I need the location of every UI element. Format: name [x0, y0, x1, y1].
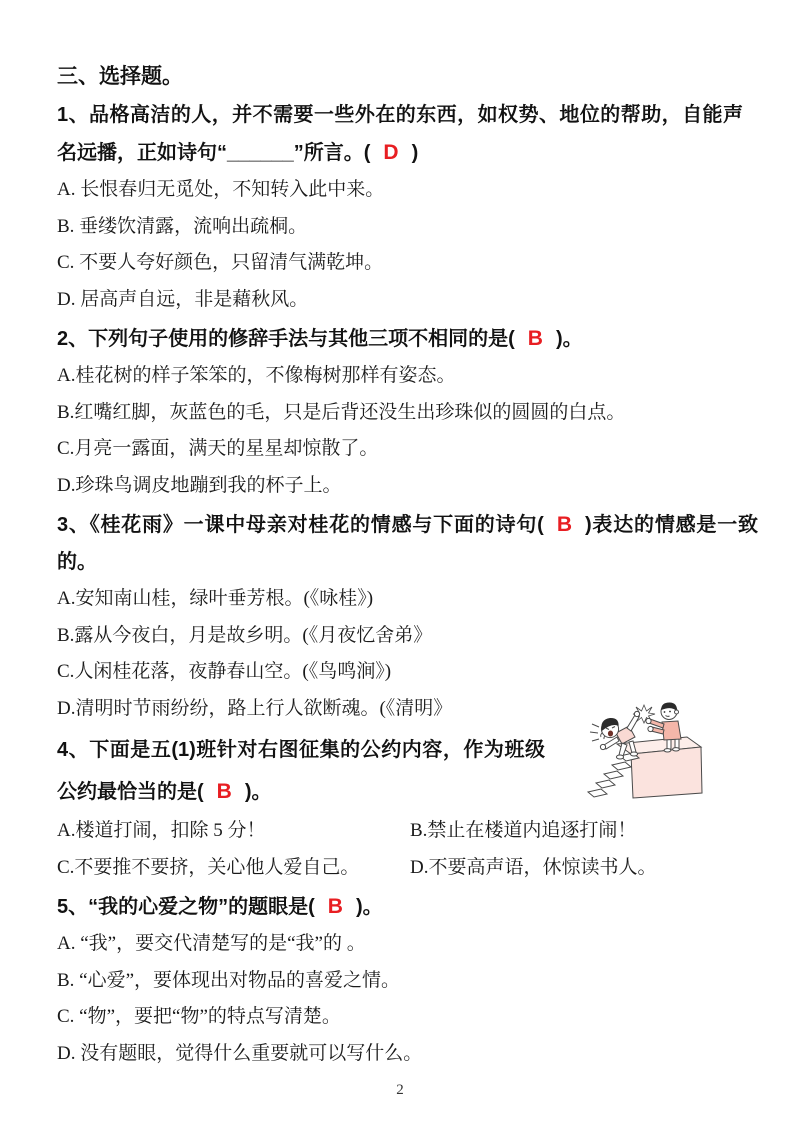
option-d: D.不要高声语，休惊读书人。	[410, 856, 657, 878]
option-d: D. 没有题眼，觉得什么重要就可以写什么。	[57, 1042, 423, 1064]
option-a: A.桂花树的样子笨笨的，不像梅树那样有姿态。	[57, 365, 456, 386]
answer-letter: B	[527, 327, 543, 350]
section-title: 三、选择题。	[57, 65, 183, 88]
answer-letter: B	[216, 780, 232, 803]
stem-text: )。	[355, 896, 383, 918]
option-b: B.露从今夜白，月是故乡明。(《月夜忆舍弟》	[57, 624, 433, 646]
stem-text: 5、“我的心爱之物”的题眼是(	[57, 896, 315, 918]
option-d: D. 居高声自远，非是藉秋风。	[57, 288, 309, 310]
question-3-stem	[57, 506, 758, 581]
option-c: C. “物”，要把“物”的特点写清楚。	[57, 1006, 341, 1027]
question-3	[57, 506, 758, 727]
stem-text: 4、下面是五(1)班针对右图征集的公约内容，作为班级公约最恰当的是(	[57, 739, 545, 803]
option-d: D.珍珠鸟调皮地蹦到我的杯子上。	[57, 474, 342, 496]
question-5	[57, 888, 743, 1072]
option-a: A.安知南山桂，绿叶垂芳根。(《咏桂》)	[57, 588, 374, 609]
option-a: A. “我”，要交代清楚写的是“我”的 。	[57, 933, 366, 954]
option-b: B.红嘴红脚，灰蓝色的毛，只是后背还没生出珍珠似的圆圆的白点。	[57, 401, 626, 423]
question-1	[57, 97, 743, 318]
question-1-stem	[57, 97, 743, 172]
answer-letter: B	[556, 513, 572, 536]
stairs-steps	[588, 753, 639, 797]
option-c: C. 不要人夸好颜色，只留清气满乾坤。	[57, 252, 384, 273]
option-a: A.楼道打闹，扣除 5 分！	[57, 820, 266, 841]
stem-text: 2、下列句子使用的修辞手法与其他三项不相同的是(	[57, 328, 515, 350]
option-b: B. 垂缕饮清露，流响出疏桐。	[57, 215, 308, 237]
option-c: C.月亮一露面，满天的星星却惊散了。	[57, 438, 379, 459]
option-b: B.禁止在楼道内追逐打闹！	[410, 820, 637, 841]
answer-letter: B	[327, 895, 343, 918]
falling-child	[600, 711, 639, 759]
motion-lines	[590, 724, 599, 741]
question-2	[57, 320, 743, 504]
question-5-stem	[57, 888, 743, 926]
stem-text: )	[411, 142, 419, 164]
option-b: B. “心爱”，要体现出对物品的喜爱之情。	[57, 969, 401, 991]
stairs-pushing-illustration	[584, 696, 708, 808]
stem-text: )表达的情感是一致的。	[57, 514, 758, 573]
page-number: 2	[396, 1082, 404, 1098]
question-4-options-grid	[57, 813, 743, 886]
option-c: C.不要推不要挤，关心他人爱自己。	[57, 856, 360, 878]
option-d: D.清明时节雨纷纷，路上行人欲断魂。(《清明》	[57, 697, 453, 719]
option-c: C.人闲桂花落，夜静春山空。(《鸟鸣涧》)	[57, 661, 392, 682]
option-a: A. 长恨春归无觅处，不知转入此中来。	[57, 179, 385, 200]
stem-text: 3、《桂花雨》一课中母亲对桂花的情感与下面的诗句(	[57, 514, 544, 536]
stem-text: )。	[555, 328, 583, 350]
stem-text: 1、品格高洁的人，并不需要一些外在的东西，如权势、地位的帮助，自能声名远播，正如诗句“______”所言。(	[57, 104, 743, 164]
answer-letter: D	[383, 141, 399, 164]
question-2-stem	[57, 320, 743, 358]
question-4-stem	[57, 729, 545, 813]
stem-text: )。	[244, 781, 272, 803]
